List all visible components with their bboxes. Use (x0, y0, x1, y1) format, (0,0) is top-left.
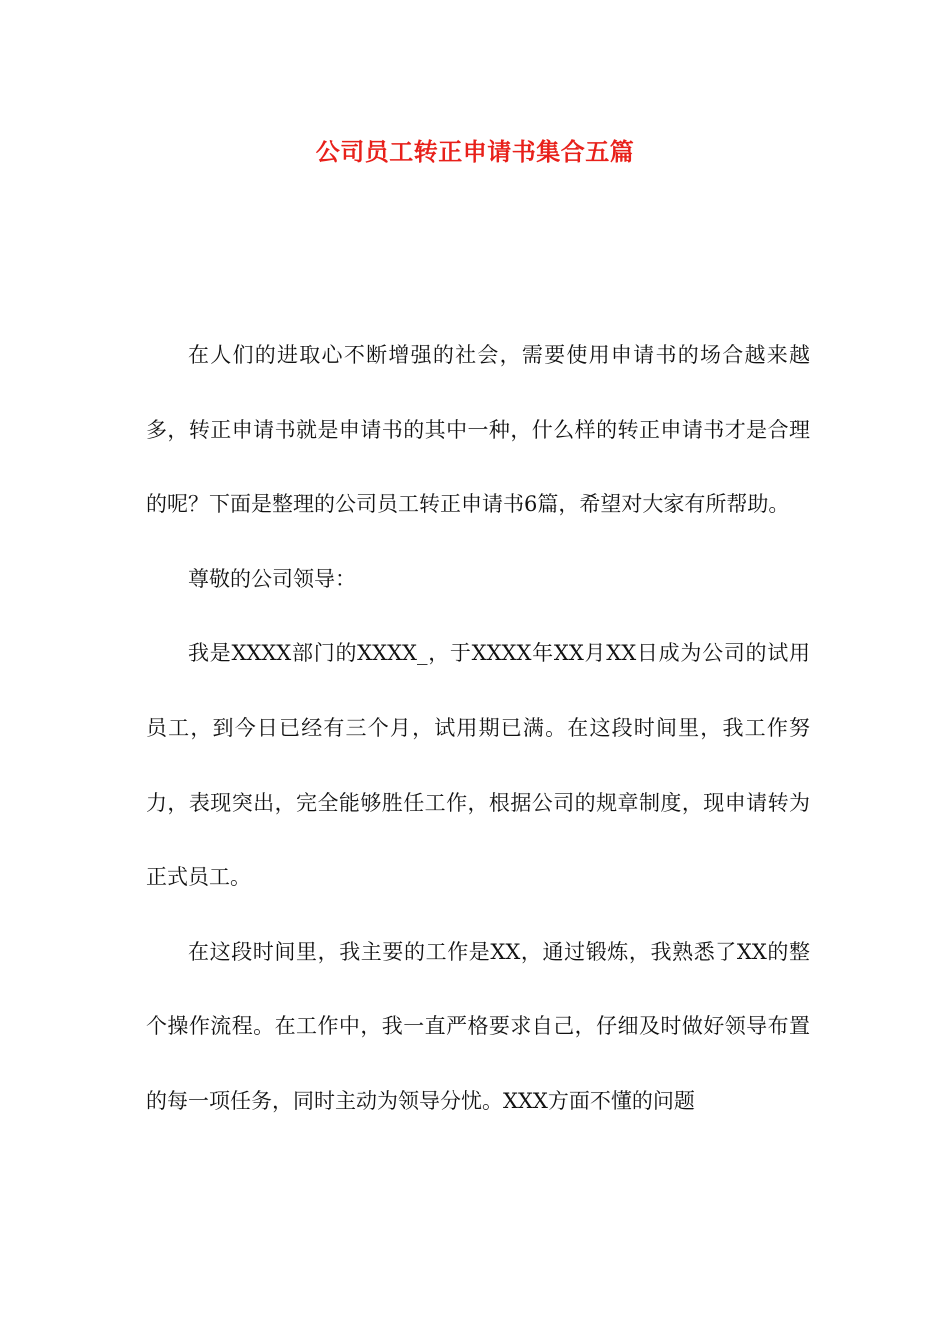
paragraph-salutation: 尊敬的公司领导： (188, 566, 356, 591)
document-body (146, 318, 810, 1139)
paragraph-application: 我是XXXX部门的XXXX_，于XXXX年XX月XX日成为公司的试用员工，到今日已经有三个月，试用期已满。在这段时间里，我工作努力，表现突出，完全能够胜任工作，根据公司的规章制度，现申请转为正式员工。 (146, 641, 810, 890)
paragraph-work-summary: 在这段时间里，我主要的工作是XX，通过锻炼，我熟悉了XX的整个操作流程。在工作中，我一直严格要求自己，仔细及时做好领导布置的每一项任务，同时主动为领导分忧。XXX方面不懂的问题 (146, 939, 810, 1113)
paragraph-intro: 在人们的进取心不断增强的社会，需要使用申请书的场合越来越多，转正申请书就是申请书的其中一种，什么样的转正申请书才是合理的呢？下面是整理的公司员工转正申请书6篇，希望对大家有所帮助。 (146, 343, 810, 517)
document-title: 公司员工转正申请书集合五篇 (315, 138, 635, 166)
